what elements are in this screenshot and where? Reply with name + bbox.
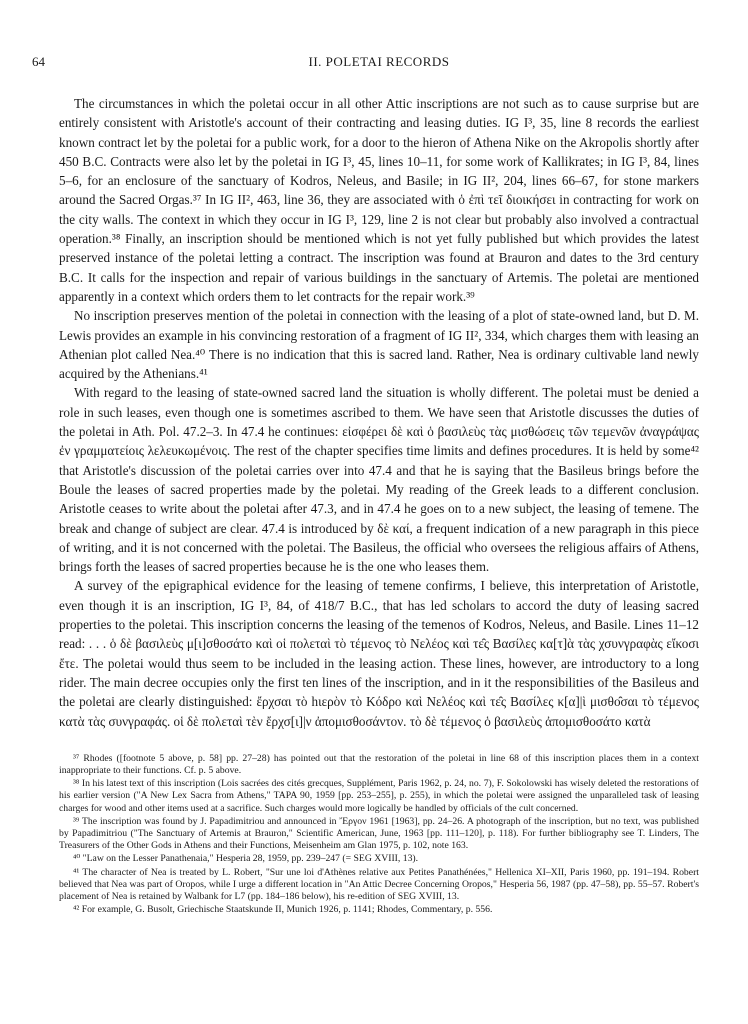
footnote: ⁴¹ The character of Nea is treated by L. Robert, "Sur une loi d'Athènes relative aux Petites Panathénées," Hellenica XI–XII, Paris 1960, pp. 191–194. Robert believed that Nea was part of Oropos, while I urge a different location in "An Attic Decree Concerning Oropos," Hesperia 56, 1987 (pp. 47–58), pp. 55–57. Robert's placement of Nea is retained by Walbank for L7 (pp. 184–186 below), his re-edition of SEG XVIII, 13. [59,866,699,903]
page [32,54,699,917]
footnote: ⁴⁰ "Law on the Lesser Panathenaia," Hesperia 28, 1959, pp. 239–247 (= SEG XVIII, 13). [73,853,419,865]
body-text [59,94,699,731]
body-paragraph: With regard to the leasing of state-owned sacred land the situation is wholly different. The poletai must be denied a role in such leases, even though one is sometimes ascribed to them. We have seen that Aristotle discusses the duties of the poletai in Ath. Pol. 47.2–3. In 47.4 he continues: εἰσφέρει δὲ καὶ ὁ βασιλεὺς τὰς μισθώσεις τῶν τεμενῶν ἀναγράψας ἐν γραμματείοις λελευκωμένοις. The rest of the chapter specifies time limits and defines procedures. It is held by some⁴² that Aristotle's discussion of the poletai carries over into 47.4 and that he is saying that the Basileus brings before the Boule the leases of sacred properties made by the poletai. My reading of the Greek leads to a different conclusion. Aristotle ceases to write about the poletai after 47.3, and in 47.4 he goes on to a new subject, the leasing of temene. The break and change of subject are clear. 47.4 is introduced by δὲ καί, a frequent indication of a new paragraph in this piece of writing, and it is not concerned with the poletai. The Basileus, the official who oversees the religious affairs of Athens, brings forth the leases of sacred properties because he is the one who leases them. [59,385,699,575]
footnote: ³⁷ Rhodes ([footnote 5 above, p. 58] pp. 27–28) has pointed out that the restoration of the poletai in line 68 of this inscription places them in a context inappropriate to their functions. Cf. p. 5 above. [59,752,699,776]
footnote: ³⁸ In his latest text of this inscription (Lois sacrées des cités grecques, Supplément, Paris 1962, p. 24, no. 7), F. Sokolowski has wisely deleted the restorations of his earlier version ("A New Lex Sacra from Athens," TAPA 90, 1959 [pp. 253–255], p. 255), in which the poletai were assigned the unparalleled task of leasing charges for wood and other items used at a sacrifice. Such charges would more logically be handled by officials of the cult concerned. [59,778,699,814]
running-title: II. POLETAI RECORDS [308,54,450,69]
body-paragraph: A survey of the epigraphical evidence for the leasing of temene confirms, I believe, this interpretation of Aristotle, even though it is an inscription, IG I³, 84, of 418/7 B.C., that has led scholars to accord the duty of leasing sacred properties to the poletai. This inscription concerns the leasing of the temenos of Kodros, Neleus, and Basile. Lines 11–12 read: . . . ὁ δὲ βασιλεὺς μ[ι]σθοσάτο καὶ οἱ πολεταὶ τὸ τέμενος τὸ Νελέος καὶ τε̑ς Βασίλες κα[τ]ὰ τὰς χσυνγραφὰς εἴκοσι ἔτε. The poletai would thus seem to be included in the leasing action. These lines, however, are introductory to a long rider. The main decree occupies only the first ten lines of the inscription, and in it the responsibilities of the Basileus and the poletai are clearly distinguished: ἔρχσαι τὸ hιερὸν τὸ Κόδρο καὶ Νελέος καὶ τε̑ς Βασίλες κ[α]|ὶ μισθο̑σαι τὸ τέμενος κατὰ τὰς συνγραφάς. οἱ δὲ πολεταὶ τὲν ἔρχσ[ι]|ν ἀπομισθοσάντον. τὸ δὲ τέμενος ὁ βασιλεὺς ἀπομισθοσάτο κατὰ [59,578,699,729]
page-number: 64 [32,54,45,69]
page-header [32,54,699,76]
body-paragraph: No inscription preserves mention of the poletai in connection with the leasing of a plot of state-owned land, but D. M. Lewis provides an example in his convincing restoration of a fragment of IG II², 334, which charges them with leasing an Athenian plot called Nea.⁴⁰ There is no indication that this is sacred land. Rather, Nea is ordinary cultivable land newly acquired by the Athenians.⁴¹ [59,308,699,382]
footnotes [59,753,699,917]
footnote: ³⁹ The inscription was found by J. Papadimitriou and announced in Ἔργον 1961 [1963], pp. 24–26. A photograph of the inscription, but no text, was published by Papadimitriou ("The Sanctuary of Artemis at Brauron," Scientific American, June, 1963 [pp. 111–120], p. 118). For further bibliography see T. Linders, The Treasurers of the Other Gods in Athens and their Functions, Meisenheim am Glan 1975, p. 102, note 163. [59,815,699,852]
body-paragraph: The circumstances in which the poletai occur in all other Attic inscriptions are not such as to cause surprise but are entirely consistent with Aristotle's account of their contracting and leasing duties. IG I³, 35, line 8 records the earliest known contract let by the poletai for a public work, for a door to the hieron of Athena Nike on the Akropolis shortly after 450 B.C. Contracts were also let by the poletai in IG I³, 45, lines 10–11, for some work of Kallikrates; in IG I³, 84, lines 5–6, for an enclosure of the sanctuary of Kodros, Neleus, and Basile; in IG II², 204, lines 66–67, for stone markers around the Sacred Orgas.³⁷ In IG II², 463, line 36, they are associated with ὁ ἐπὶ τεῖ διοικήσει in contracting for work on the city walls. The context in which they occur in IG I³, 129, line 2 is not clear but probably also involved a contractual operation.³⁸ Finally, an inscription should be mentioned which is not yet fully published but which provides the latest preserved instance of the poletai letting a contract. The inscription was found at Brauron and dates to the 3rd century B.C. It calls for the inspection and repair of various buildings in the sanctuary of Artemis. The poletai are mentioned apparently in a context which orders them to let contracts for the repair work.³⁹ [59,96,699,304]
footnote: ⁴² For example, G. Busolt, Griechische Staatskunde II, Munich 1926, p. 1141; Rhodes, Commentary, p. 556. [73,904,493,916]
